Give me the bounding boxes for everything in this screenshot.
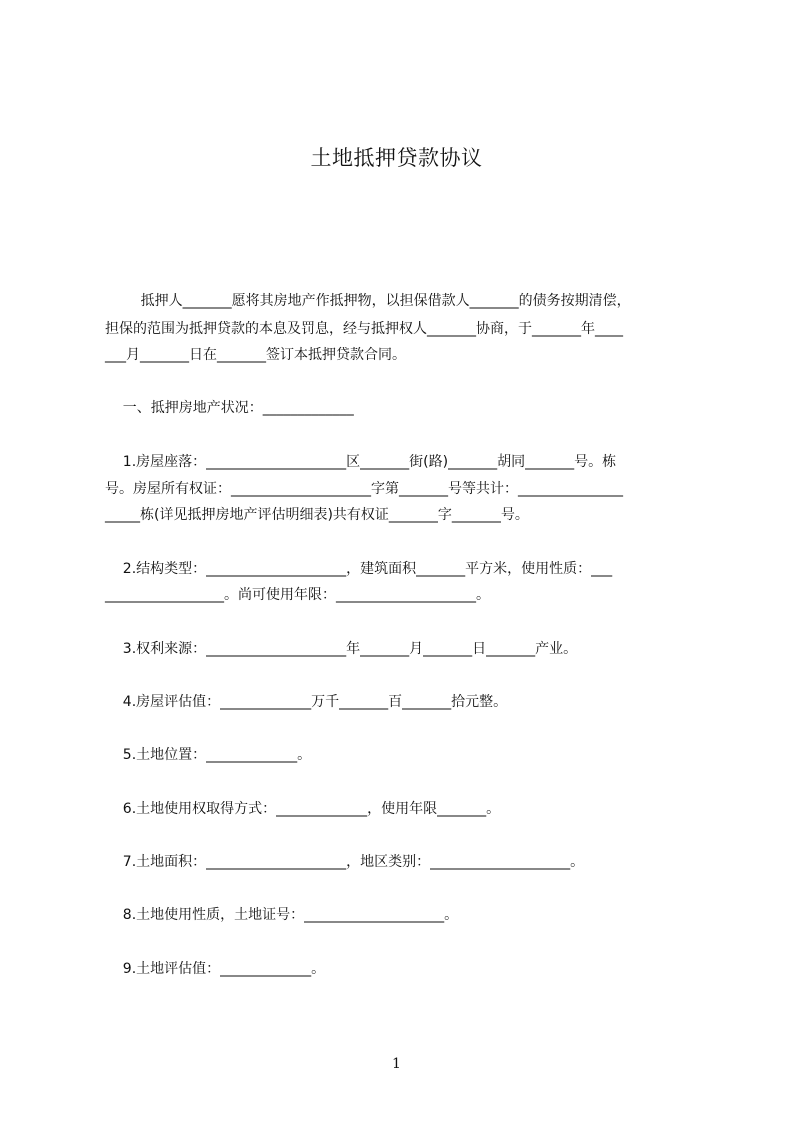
section-heading-property: 一、抵押房地产状况：_____________ <box>105 400 354 416</box>
item-7: 7.土地面积：____________________，地区类别：____________________。 <box>105 854 585 870</box>
page-number: 1 <box>392 1056 401 1072</box>
item-9: 9.土地评估值：_____________。 <box>105 961 326 977</box>
intro-line-2: 担保的范围为抵押贷款的本息及罚息，经与抵押权人_______协商，于_______年____ <box>105 321 623 337</box>
item-1-line-1: 1.房屋座落：____________________区_______街(路)_______胡同_______号。栋 <box>105 454 617 470</box>
item-2-line-1: 2.结构类型：____________________，建筑面积_______平方米，使用性质：___ <box>105 561 613 577</box>
item-1-line-2: 号。房屋所有权证：____________________字第_______号等共计：_______________ <box>105 481 623 497</box>
item-4: 4.房屋评估值：_____________万千_______百_______拾元整。 <box>105 694 508 710</box>
intro-line-3: ___月_______日在_______签订本抵押贷款合同。 <box>105 347 406 363</box>
item-5: 5.土地位置：_____________。 <box>105 747 312 763</box>
item-8: 8.土地使用性质，土地证号：____________________。 <box>105 907 459 923</box>
item-6: 6.土地使用权取得方式：_____________，使用年限_______。 <box>105 801 501 817</box>
item-3: 3.权利来源：____________________年_______月_______日_______产业。 <box>105 641 578 657</box>
document-title: 土地抵押贷款协议 <box>310 146 483 170</box>
intro-line-1: 抵押人_______愿将其房地产作抵押物，以担保借款人_______的债务按期清偿， <box>105 293 631 309</box>
item-2-line-2: _________________。尚可使用年限：____________________。 <box>105 587 490 603</box>
item-1-line-3: _____栋(详见抵押房地产评估明细表)共有权证_______字_______号。 <box>105 507 529 523</box>
